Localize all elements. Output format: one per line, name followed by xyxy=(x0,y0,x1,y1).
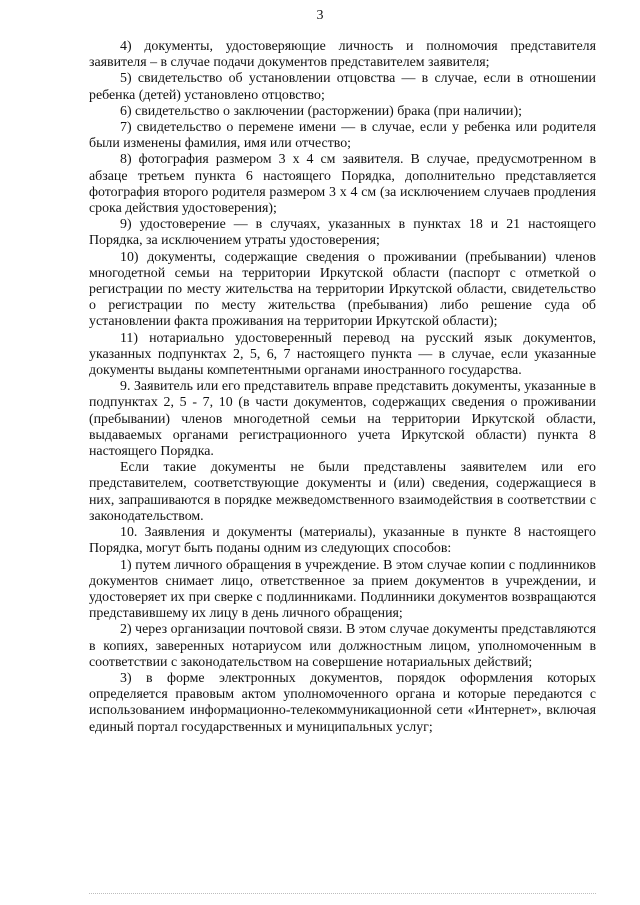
paragraph-item-11-notarized-translation: 11) нотариально удостоверенный перевод на русский язык документов, указанных подпунктах 2, 5, 6, 7 настоящего пункта — в случае, если указанные документы выданы компетентными органами иностранного государства. xyxy=(89,330,596,379)
paragraph-item-5-paternity-certificate: 5) свидетельство об установлении отцовства — в случае, если в отношении ребенка (детей) установлено отцовство; xyxy=(89,71,596,103)
page-number: 3 xyxy=(316,8,324,23)
paragraph-method-3-electronic: 3) в форме электронных документов, порядок оформления которых определяется правовым актом уполномоченного органа и которые передаются с использованием информационно-телекоммуникационной сети «Интернет», включая единый портал государственных и муниципальных услуг; xyxy=(89,670,596,735)
document-body xyxy=(89,39,596,736)
paragraph-item-8-photograph: 8) фотография размером 3 х 4 см заявителя. В случае, предусмотренном в абзаце третьем пункта 6 настоящего Порядка, дополнительно представляется фотография второго родителя размером 3 х 4 см (за исключением случаев продления срока действия удостоверения); xyxy=(89,152,596,217)
paragraph-method-1-in-person: 1) путем личного обращения в учреждение. В этом случае копии с подлинников документов снимает лицо, ответственное за прием документов в учреждении, и удостоверяет их при сверке с подлинниками. Подлинники документов возвращаются представившему их лицу в день личного обращения; xyxy=(89,557,596,622)
paragraph-interagency-request: Если такие документы не были представлены заявителем или его представителем, соответствующие документы и (или) сведения, содержащиеся в них, запрашиваются в порядке межведомственного взаимодействия в соответствии с законодательством. xyxy=(89,460,596,524)
paragraph-item-9-certificate: 9) удостоверение — в случаях, указанных в пунктах 18 и 21 настоящего Порядка, за исключением утраты удостоверения; xyxy=(89,217,596,249)
page-bottom-edge xyxy=(89,893,596,894)
paragraph-clause-10-submission-methods: 10. Заявления и документы (материалы), указанные в пункте 8 настоящего Порядка, могут быть поданы одним из следующих способов: xyxy=(89,525,596,557)
paragraph-item-7-name-change-certificate: 7) свидетельство о перемене имени — в случае, если у ребенка или родителя были изменены фамилия, имя или отчество; xyxy=(89,120,596,152)
paragraph-method-2-postal: 2) через организации почтовой связи. В этом случае документы представляются в копиях, заверенных нотариусом или должностным лицом, уполномоченным в соответствии с законодательством на совершение нотариальных действий; xyxy=(89,622,596,670)
paragraph-clause-9-right-to-submit: 9. Заявитель или его представитель вправе представить документы, указанные в подпунктах 2, 5 - 7, 10 (в части документов, содержащих сведения о проживании (пребывании) членов многодетной семьи на территории Иркутской области, выдаваемых органами регистрационного учета Иркутской области) пункта 8 настоящего Порядка. xyxy=(89,379,596,460)
paragraph-item-10-residence-documents: 10) документы, содержащие сведения о проживании (пребывании) членов многодетной семьи на территории Иркутской области (паспорт с отметкой о регистрации по месту жительства на территории Иркутской области, свидетельство о регистрации по месту жительства (пребывания) либо решение суда об установлении факта проживания на территории Иркутской области); xyxy=(89,249,596,330)
paragraph-item-6-marriage-certificate: 6) свидетельство о заключении (расторжении) брака (при наличии); xyxy=(120,103,522,119)
paragraph-item-4-identity-documents: 4) документы, удостоверяющие личность и полномочия представителя заявителя – в случае подачи документов представителем заявителя; xyxy=(89,39,596,71)
